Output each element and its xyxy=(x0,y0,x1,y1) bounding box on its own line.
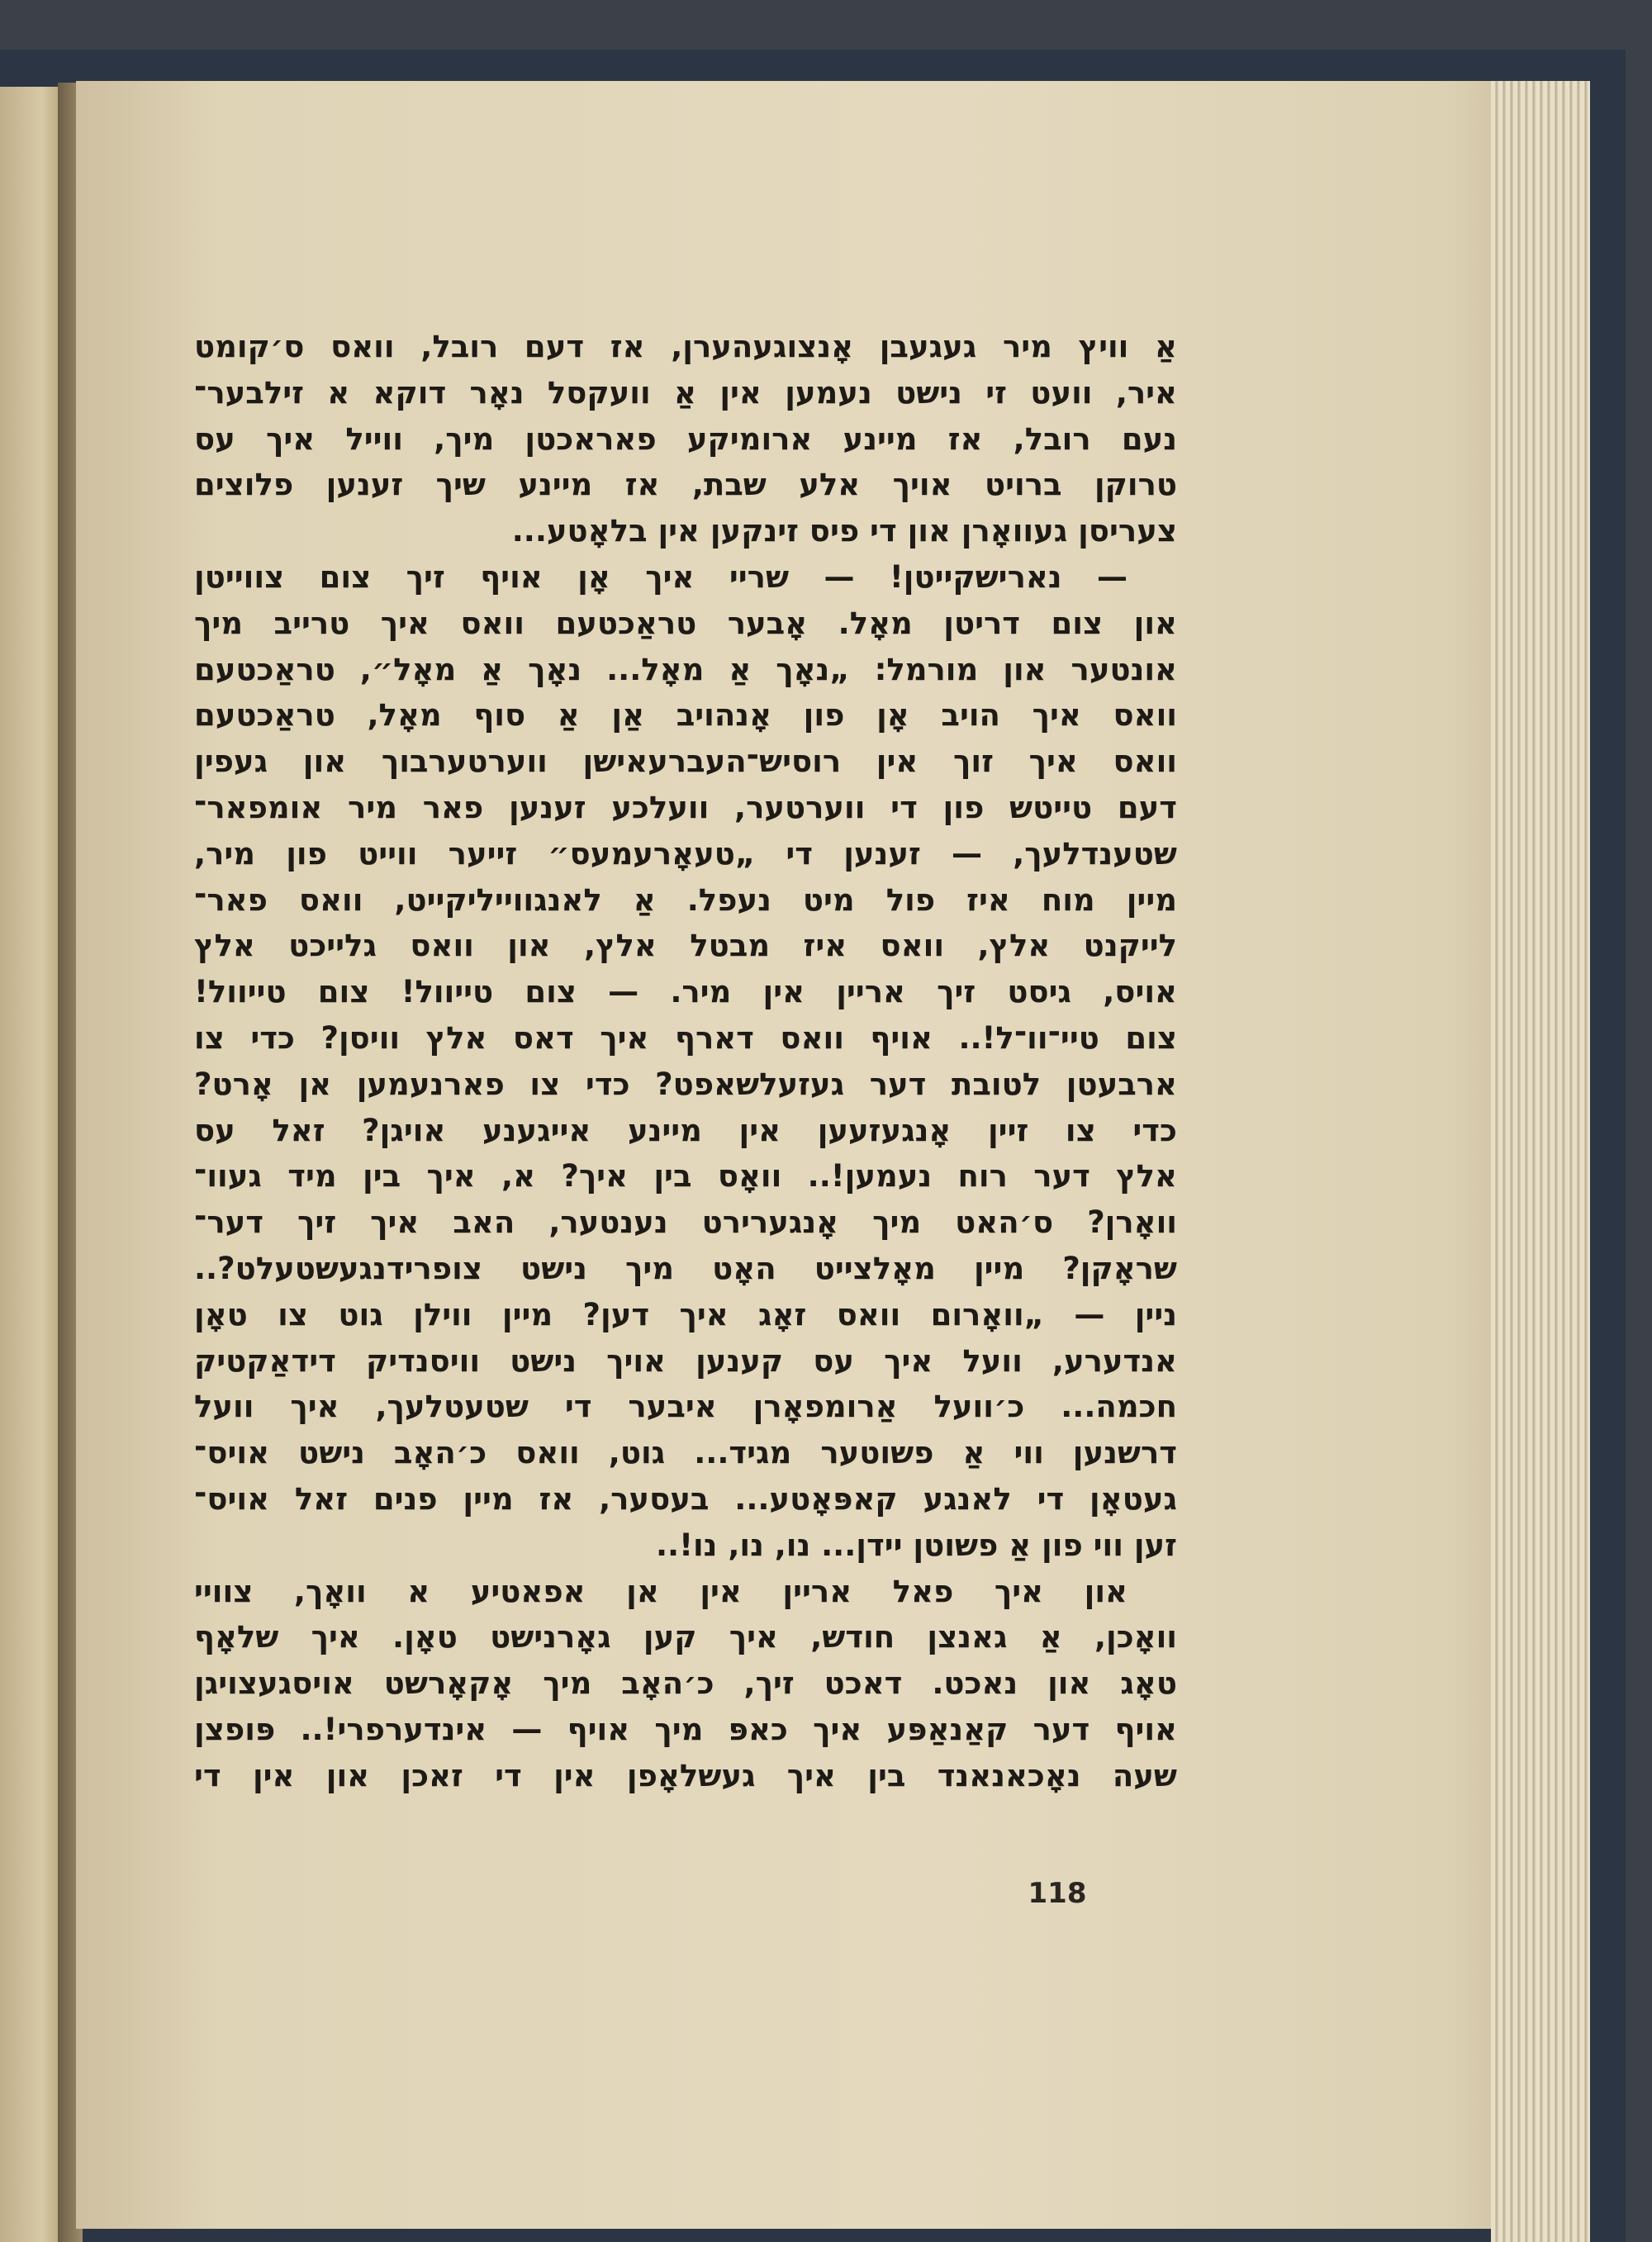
text-line: וואָרן? ס׳האט מיך אָנגערירט נענטער, האב איך זיך דער־ xyxy=(194,1204,1177,1241)
text-line: אלץ דער רוח נעמען!.. וואָס בין איך? א, איך בין מיד געוו־ xyxy=(194,1158,1177,1195)
text-line: און צום דריטן מאָל. אָבער טראַכטעם וואס איך טרייב מיך xyxy=(194,605,1177,641)
text-line: אנדערע, וועל איך עס קענען אויך נישט וויסנדיק דידאַקטיק xyxy=(194,1342,1177,1379)
text-line: וואס איך זוך אין רוסיש־העברעאישן ווערטערבוך און געפין xyxy=(194,743,1177,780)
text-line: — נארישקייטן! — שריי איך אָן אויף זיך צום צווייטן xyxy=(194,558,1127,595)
text-line: צעריסן געוואָרן און די פיס זינקען אין בלאָטע... xyxy=(511,513,1177,549)
text-line: נעם רובל, אז מיינע ארומיקע פאראכטן מיך, ווייל איך עס xyxy=(194,420,1177,457)
text-line: מיין מוח איז פול מיט נעפל. אַ לאנגווייליקייט, וואס פאר־ xyxy=(194,881,1177,918)
text-line: אַ וויץ מיר געגעבן אָנצוגעהערן, אז דעם רובל, וואס ס׳קומט xyxy=(194,329,1177,364)
text-line: כדי צו זיין אָנגעזעען אין מיינע אייגענע אויגן? זאל עס xyxy=(194,1112,1177,1148)
text-line: זען ווי פון אַ פשוטן יידן... נו, נו, נו!.. xyxy=(655,1527,1177,1563)
text-line: שעה נאָכאנאנד בין איך געשלאָפן אין די זאכן און אין די xyxy=(194,1757,1177,1793)
text-line: איר, וועט זי נישט נעמען אין אַ וועקסל נאָר דוקא א זילבער־ xyxy=(194,374,1177,411)
text-line: לייקנט אלץ, וואס איז מבטל אלץ, און וואס גלייכט אלץ xyxy=(194,928,1177,964)
text-line: וואָכן, אַ גאנצן חודש, איך קען גאָרנישט טאָן. איך שלאָף xyxy=(194,1619,1177,1655)
text-line: ארבעטן לטובת דער געזעלשאפט? כדי צו פארנעמען אן אָרט? xyxy=(194,1066,1177,1102)
text-line: צום טיי־וו־ל!.. אויף וואס דארף איך דאס אלץ וויסן? כדי צו xyxy=(194,1019,1177,1056)
text-line: דרשנען ווי אַ פשוטער מגיד... גוט, וואס כ׳האָב נישט אויס־ xyxy=(194,1435,1177,1471)
page-text xyxy=(194,324,1177,1799)
text-line: אויף דער קאַנאַפּע איך כאפּ מיך אויף — אינדערפרי!.. פּופצן xyxy=(194,1711,1177,1747)
text-line: שטענדלעך, — זענען די „טעאָרעמעס״ זייער ווייט פון מיר, xyxy=(194,835,1177,872)
text-line: דעם טייטש פון די ווערטער, וועלכע זענען פאר מיר אומפאר־ xyxy=(194,789,1177,825)
text-line: אויס, גיסט זיך אריין אין מיר. — צום טייוול! צום טייוול! xyxy=(194,974,1177,1010)
text-line: טאָג און נאכט. דאכט זיך, כ׳האָב מיך אָקאָרשט אויסגעצויגן xyxy=(194,1665,1177,1702)
page-number: 118 xyxy=(1028,1877,1087,1910)
text-line: שראָקן? מיין מאָלצייט האָט מיך נישט צופרידנגעשטעלט?.. xyxy=(194,1250,1177,1286)
page-stack-edges xyxy=(1491,81,1590,2242)
text-line: וואס איך הויב אָן פון אָנהויב אַן אַ סוף מאָל, טראַכטעם xyxy=(194,697,1177,734)
text-line: און איך פאל אריין אין אן אפאטיע א וואָך, צוויי xyxy=(194,1573,1127,1609)
text-line: געטאָן די לאנגע קאפּאָטע... בעסער, אז מיין פנים זאל אויס־ xyxy=(194,1480,1177,1517)
text-line: טרוקן ברויט אויך אלע שבת, אז מיינע שיך זענען פלוצים xyxy=(194,467,1177,503)
text-line: אונטער און מורמל: „נאָך אַ מאָל... נאָך אַ מאָל״, טראַכטעם xyxy=(194,651,1177,687)
text-line: חכמה... כ׳וועל אַרומפאָרן איבער די שטעטלעך, איך וועל xyxy=(194,1389,1177,1425)
text-line: ניין — „וואָרום וואס זאָג איך דען? מיין ווילן גוט צו טאָן xyxy=(194,1296,1177,1332)
